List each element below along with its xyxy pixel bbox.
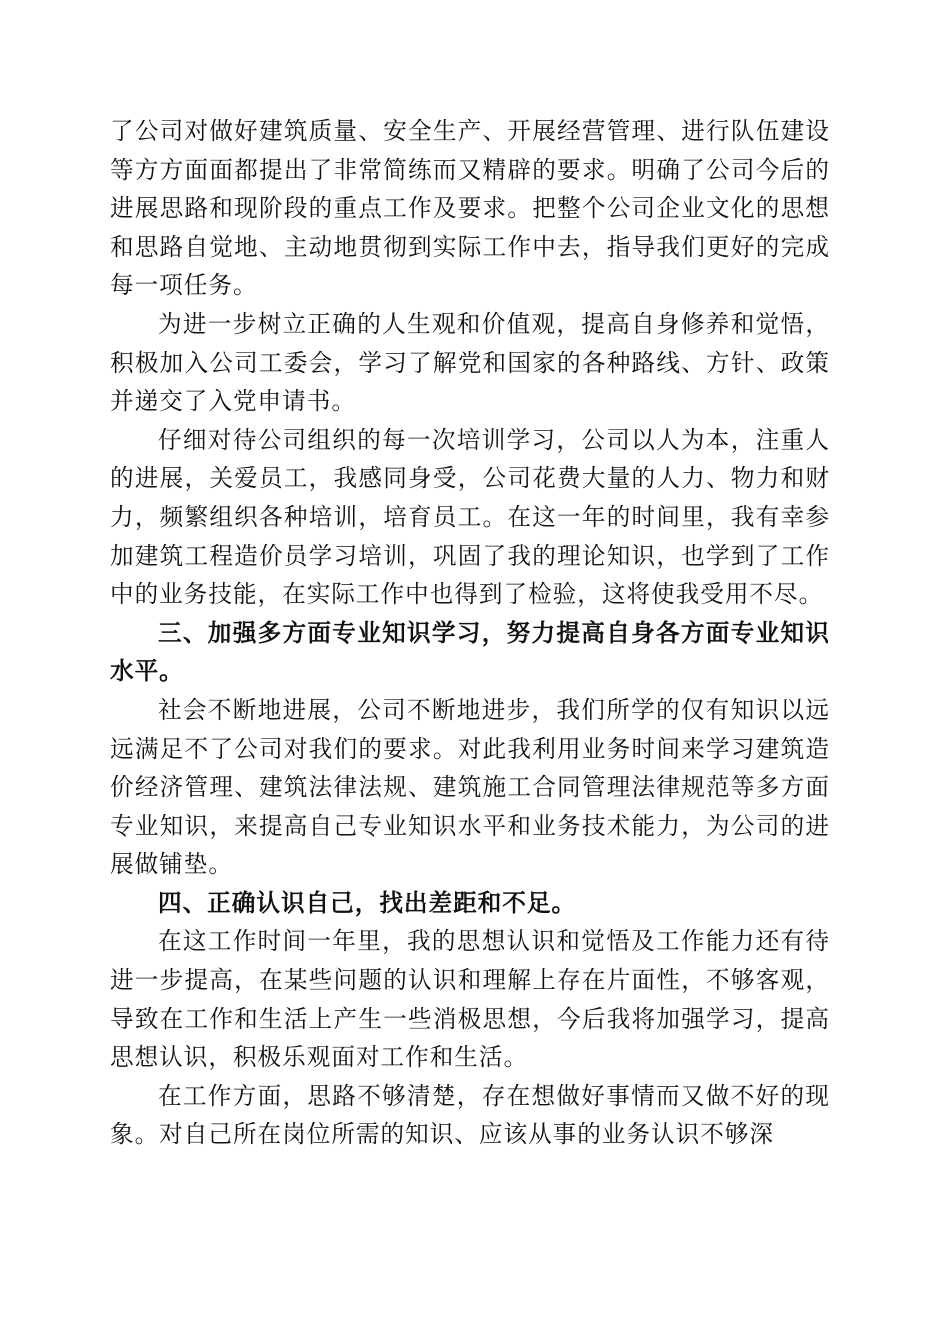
paragraph-4: 社会不断地进展，公司不断地进步，我们所学的仅有知识以远远满足不了公司对我们的要求。对此我利用业务时间来学习建筑造价经济管理、建筑法律法规、建筑施工合同管理法律规范等多方面专业知识，来提高自己专业知识水平和业务技术能力，为公司的进展做铺垫。 [110, 695, 830, 879]
paragraph-1: 了公司对做好建筑质量、安全生产、开展经营管理、进行队伍建设等方方面面都提出了非常简练而又精辟的要求。明确了公司今后的进展思路和现阶段的重点工作及要求。把整个公司企业文化的思想和思路自觉地、主动地贯彻到实际工作中去，指导我们更好的完成每一项任务。 [110, 117, 830, 300]
paragraph-5: 在这工作时间一年里，我的思想认识和觉悟及工作能力还有待进一步提高，在某些问题的认识和理解上存在片面性，不够客观，导致在工作和生活上产生一些消极思想，今后我将加强学习，提高思想认识，积极乐观面对工作和生活。 [110, 927, 830, 1072]
section-heading-3: 三、加强多方面专业知识学习，努力提高自身各方面专业知识水平。 [110, 618, 830, 686]
document-page [110, 112, 830, 1154]
section-heading-4: 四、正确认识自己，找出差距和不足。 [158, 888, 577, 917]
paragraph-2: 为进一步树立正确的人生观和价值观，提高自身修养和觉悟，积极加入公司工委会，学习了解党和国家的各种路线、方针、政策并递交了入党申请书。 [110, 309, 830, 416]
paragraph-6: 在工作方面，思路不够清楚，存在想做好事情而又做不好的现象。对自己所在岗位所需的知识、应该从事的业务认识不够深 [110, 1081, 830, 1149]
paragraph-3: 仔细对待公司组织的每一次培训学习，公司以人为本，注重人的进展，关爱员工，我感同身受，公司花费大量的人力、物力和财力，频繁组织各种培训，培育员工。在这一年的时间里，我有幸参加建筑工程造价员学习培训，巩固了我的理论知识，也学到了工作中的业务技能，在实际工作中也得到了检验，这将使我受用不尽。 [110, 425, 830, 609]
